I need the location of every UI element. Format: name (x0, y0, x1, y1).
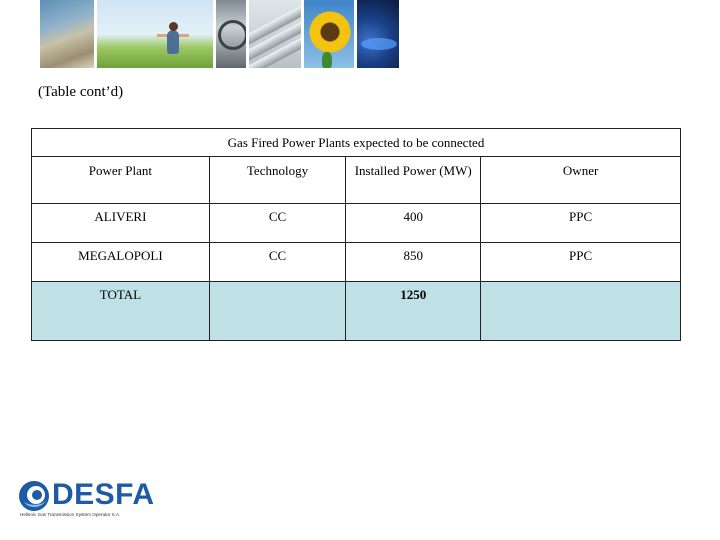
pipeline-photo (249, 0, 301, 68)
cell-owner: PPC (481, 204, 681, 243)
column-header-technology: Technology (209, 157, 345, 204)
desfa-logo (18, 478, 178, 522)
sunflower-photo (304, 0, 354, 68)
cell-installed-power: 400 (346, 204, 481, 243)
total-installed-power: 1250 (346, 282, 481, 341)
cell-power-plant: ALIVERI (32, 204, 210, 243)
total-technology-empty (209, 282, 345, 341)
column-header-owner: Owner (481, 157, 681, 204)
cell-owner: PPC (481, 243, 681, 282)
desfa-logo-icon (18, 480, 50, 512)
cell-power-plant: MEGALOPOLI (32, 243, 210, 282)
total-owner-empty (481, 282, 681, 341)
table-caption: Gas Fired Power Plants expected to be connected (32, 129, 681, 157)
power-plants-table (31, 128, 681, 341)
page-subtitle: (Table cont’d) (38, 84, 124, 100)
photo-banner (40, 0, 399, 68)
field-photo (97, 0, 213, 68)
coastline-photo (40, 0, 94, 68)
column-header-installed-power: Installed Power (MW) (346, 157, 481, 204)
desfa-tagline: Hellenic Gas Transmission System Operator S.A. (20, 512, 121, 517)
table-header-row (32, 157, 681, 204)
table-total-row (32, 282, 681, 341)
cell-installed-power: 850 (346, 243, 481, 282)
desfa-wordmark: DESFA (52, 478, 155, 511)
valve-photo (216, 0, 246, 68)
cell-technology: CC (209, 243, 345, 282)
gas-flame-photo (357, 0, 399, 68)
cell-technology: CC (209, 204, 345, 243)
total-label: TOTAL (32, 282, 210, 341)
table-row (32, 243, 681, 282)
table-row (32, 204, 681, 243)
table-caption-row (32, 129, 681, 157)
column-header-power-plant: Power Plant (32, 157, 210, 204)
